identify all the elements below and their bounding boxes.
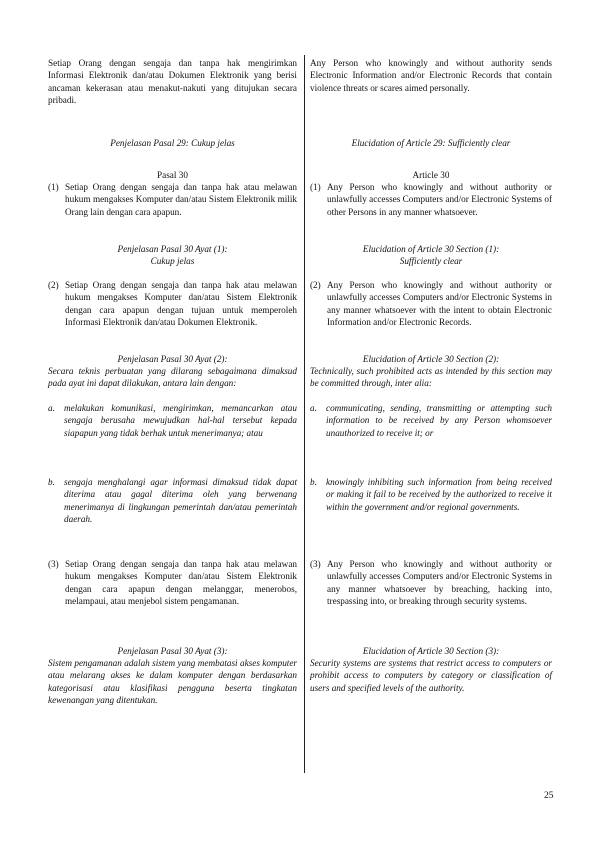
section-1-elucidation-text: Sufficiently clear: [399, 256, 463, 266]
item-text: sengaja menghalangi agar informasi dimaksud tidak dapat diterima atau gagal diterima oleh yang berwenang menerimanya di lingkungan pemerintah dan/atau pemerintah daerah.: [64, 477, 297, 525]
section-2-elucidation-title: Penjelasan Pasal 30 Ayat (2):: [117, 354, 228, 364]
section-text: Any Person who knowingly and without authority or unlawfully accesses Computers and/or Electronic Systems in any manner whatsoever by breaching, hacking into, trespassing into, or breaking through security systems.: [327, 559, 552, 607]
article-29-elucidation: Elucidation of Article 29: Sufficiently clear: [351, 138, 511, 148]
item-label: a.: [310, 403, 317, 413]
section-2-item-b: [310, 476, 552, 513]
column-divider: [304, 55, 305, 773]
section-2-item-b: [48, 476, 297, 526]
section-number: (1): [310, 182, 321, 192]
section-text: Any Person who knowingly and without authority or unlawfully accesses Computers and/or Electronic Systems of other Persons in any manner whatsoever.: [327, 182, 552, 217]
article-30-title: Pasal 30: [157, 170, 188, 180]
section-number: (2): [48, 280, 59, 290]
article-29-text: Any Person who knowingly and without authority sends Electronic Information and/or Electronic Records that contain violence threats or scares aimed personally.: [310, 58, 552, 93]
item-text: knowingly inhibiting such information from being received or making it fail to be received by the authorized to receive it within the government and/or regional governments.: [326, 477, 552, 512]
section-2-item-a: [310, 402, 552, 439]
section-2-item-a: [48, 402, 297, 439]
section-3-elucidation-title: Penjelasan Pasal 30 Ayat (3):: [117, 646, 228, 656]
section-3-elucidation-title: Elucidation of Article 30 Section (3):: [362, 646, 500, 656]
article-29-text: Setiap Orang dengan sengaja dan tanpa hak mengirimkan Informasi Elektronik dan/atau Dokumen Elektronik yang berisi ancaman kekerasan atau menakut-nakuti yang ditujukan secara pribadi.: [48, 58, 297, 106]
section-1: [310, 181, 552, 218]
section-number: (2): [310, 280, 321, 290]
section-text: Setiap Orang dengan sengaja dan tanpa hak atau melawan hukum mengakses Komputer dan/atau Sistem Elektronik dengan cara apapun dengan tujuan untuk memperoleh Informasi Elektronik dan/atau Dokumen Elektronik.: [65, 280, 297, 328]
section-text: Setiap Orang dengan sengaja dan tanpa hak atau melawan hukum mengakses Komputer dan/atau Sistem Elektronik milik Orang lain dengan cara apapun.: [65, 182, 297, 217]
item-label: a.: [48, 403, 55, 413]
item-label: b.: [310, 477, 317, 487]
item-label: b.: [48, 477, 55, 487]
page-number: 25: [544, 791, 554, 801]
item-text: communicating, sending, transmitting or attempting such information to be received by any Person whomsoever unauthorized to receive it; or: [326, 403, 552, 438]
section-3: [48, 558, 297, 608]
section-2-elucidation-intro: Technically, such prohibited acts as intended by this section may be committed through, inter alia:: [310, 366, 552, 389]
section-text: Any Person who knowingly and without authority or unlawfully accesses Computers and/or Electronic Systems in any manner whatsoever with the intent to obtain Electronic Information and/or Electronic Records.: [327, 280, 552, 328]
article-29-elucidation: Penjelasan Pasal 29: Cukup jelas: [110, 138, 235, 148]
section-number: (3): [48, 559, 59, 569]
section-2: [48, 279, 297, 329]
article-30-title: Article 30: [412, 170, 450, 180]
section-3: [310, 558, 552, 608]
section-1: [48, 181, 297, 218]
item-text: melakukan komunikasi, mengirimkan, memancarkan atau sengaja berusaha mewujudkan hal-hal tersebut kepada siapapun yang tidak berhak untuk menerimanya; atau: [64, 403, 297, 438]
section-text: Setiap Orang dengan sengaja dan tanpa hak atau melawan hukum mengakses Komputer dan/atau Sistem Elektronik dengan cara apapun dengan melanggar, menerobos, melampaui, atau menjebol sistem pengamanan.: [65, 559, 297, 607]
section-1-elucidation-title: Penjelasan Pasal 30 Ayat (1):: [117, 244, 228, 254]
section-1-elucidation-text: Cukup jelas: [150, 256, 195, 266]
section-number: (3): [310, 559, 321, 569]
section-2-elucidation-intro: Secara teknis perbuatan yang dilarang sebagaimana dimaksud pada ayat ini dapat dilakukan, antara lain dengan:: [48, 366, 297, 389]
section-1-elucidation-title: Elucidation of Article 30 Section (1):: [362, 244, 500, 254]
section-2: [310, 279, 552, 329]
section-3-elucidation-text: Security systems are systems that restrict access to computers or prohibit access to computers by category or classification of users and specified levels of the authority.: [310, 658, 552, 693]
section-2-elucidation-title: Elucidation of Article 30 Section (2):: [362, 354, 500, 364]
section-3-elucidation-text: Sistem pengamanan adalah sistem yang membatasi akses komputer atau melarang akses ke dalam komputer dengan berdasarkan kategorisasi atau klasifikasi pengguna beserta tingkatan kewenangan yang ditentukan.: [48, 658, 297, 706]
section-number: (1): [48, 182, 59, 192]
